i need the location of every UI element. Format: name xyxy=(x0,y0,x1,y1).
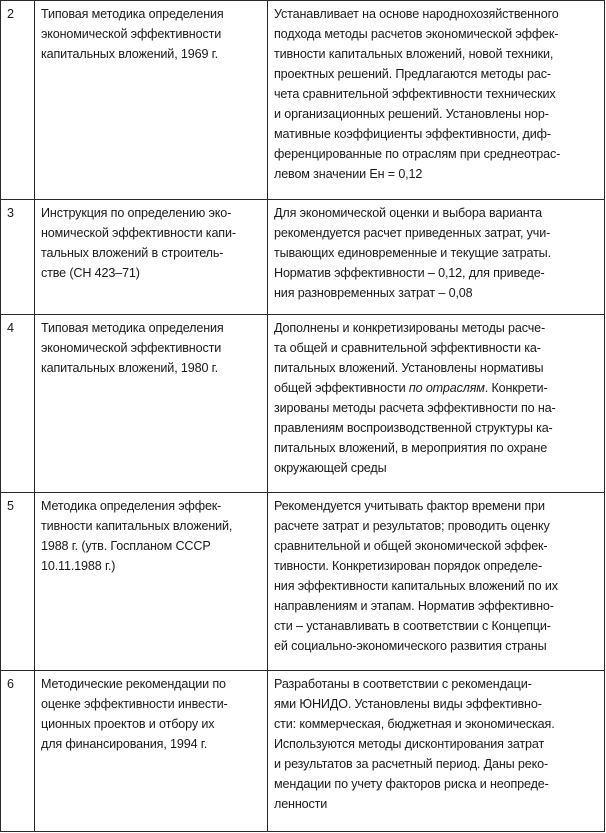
text-line: тивности. Конкретизирован порядок определе- xyxy=(274,559,543,573)
method-title xyxy=(35,671,268,832)
text-line: 1988 г. (утв. Госпланом СССР xyxy=(41,539,211,553)
table-row xyxy=(1,671,605,832)
text-line: ференцированные по отраслям при среднеотрас- xyxy=(274,147,561,161)
italic-emphasis: по отраслям xyxy=(408,381,485,395)
table-row xyxy=(1,493,605,671)
text-fragment: общей эффективности xyxy=(274,381,409,395)
row-number: 4 xyxy=(1,315,35,493)
text-line: та общей и сравнительной эффективности ка- xyxy=(274,341,541,355)
text-line: правлениям воспроизводственной структуры ка- xyxy=(274,421,553,435)
method-description xyxy=(268,671,605,832)
text-line: проектных решений. Предлагаются методы рас- xyxy=(274,67,551,81)
text-line: Рекомендуется учитывать фактор времени при xyxy=(274,499,545,513)
text-line: сти – устанавливать в соответствии с Концепци- xyxy=(274,619,551,633)
text-line: направлениям и этапам. Норматив эффективно- xyxy=(274,599,554,613)
text-fragment: . Конкрети- xyxy=(484,381,548,395)
text-line: Используются методы дисконтирования затрат xyxy=(274,737,545,751)
text-line: мендации по учету факторов риска и неопреде- xyxy=(274,777,549,791)
row-number: 6 xyxy=(1,671,35,832)
text-line: ционных проектов и отбору их xyxy=(41,717,215,731)
text-line: Инструкция по определению эко- xyxy=(41,206,232,220)
text-line: 10.11.1988 г.) xyxy=(41,559,116,573)
text-line: и организационных решений. Установлены нор- xyxy=(274,107,549,121)
text-line: ей социально-экономического развития страны xyxy=(274,639,547,653)
method-title xyxy=(35,200,268,315)
text-line: экономической эффективности xyxy=(41,27,222,41)
text-line: Методические рекомендации по xyxy=(41,677,226,691)
text-line: подхода методы расчетов экономической эффек- xyxy=(274,27,559,41)
table-row xyxy=(1,200,605,315)
method-description xyxy=(268,200,605,315)
text-line: ями ЮНИДО. Установлены виды эффективно- xyxy=(274,697,542,711)
text-line: расчете затрат и результатов; проводить оценку xyxy=(274,519,550,533)
text-line xyxy=(274,378,598,398)
text-line: Типовая методика определения xyxy=(41,7,224,21)
text-line: номической эффективности капи- xyxy=(41,226,236,240)
text-line: капитальных вложений, 1969 г. xyxy=(41,47,218,61)
text-line: окружающей среды xyxy=(274,461,387,475)
row-number: 2 xyxy=(1,1,35,200)
text-line: тивности капитальных вложений, xyxy=(41,519,233,533)
text-line: питальных вложений, в мероприятия по охране xyxy=(274,441,548,455)
text-line: зированы методы расчета эффективности по на- xyxy=(274,401,556,415)
text-line: Дополнены и конкретизированы методы расче- xyxy=(274,321,546,335)
text-line: Норматив эффективности – 0,12, для приведе- xyxy=(274,266,545,280)
text-line: тивности капитальных вложений, новой техники, xyxy=(274,47,554,61)
text-line: оценке эффективности инвести- xyxy=(41,697,228,711)
text-line: Для экономической оценки и выбора варианта xyxy=(274,206,542,220)
text-line: экономической эффективности xyxy=(41,341,222,355)
text-line: тывающих единовременные и текущие затраты. xyxy=(274,246,551,260)
text-line: питальных вложений. Установлены нормативы xyxy=(274,361,544,375)
text-line: рекомендуется расчет приведенных затрат, учи- xyxy=(274,226,551,240)
text-line: тальных вложений в строитель- xyxy=(41,246,224,260)
text-line: мативные коэффициенты эффективности, диф- xyxy=(274,127,551,141)
text-line: Разработаны в соответствии с рекомендаци- xyxy=(274,677,532,691)
text-line: капитальных вложений, 1980 г. xyxy=(41,361,218,375)
text-line: сти: коммерческая, бюджетная и экономическая. xyxy=(274,717,555,731)
text-line: стве (СН 423–71) xyxy=(41,266,140,280)
method-description xyxy=(268,315,605,493)
table-row xyxy=(1,1,605,200)
text-line: и результатов за расчетный период. Даны реко- xyxy=(274,757,548,771)
text-line: для финансирования, 1994 г. xyxy=(41,737,208,751)
text-line: Типовая методика определения xyxy=(41,321,224,335)
text-line: ния эффективности капитальных вложений по их xyxy=(274,579,558,593)
text-line: сравнительной и общей экономической эффек- xyxy=(274,539,548,553)
method-description xyxy=(268,493,605,671)
text-line: ния разновременных затрат – 0,08 xyxy=(274,286,473,300)
method-description xyxy=(268,1,605,200)
method-title xyxy=(35,315,268,493)
text-line: левом значении Eн = 0,12 xyxy=(274,167,423,181)
text-line: ленности xyxy=(274,797,328,811)
method-title xyxy=(35,1,268,200)
text-line: Методика определения эффек- xyxy=(41,499,222,513)
method-title xyxy=(35,493,268,671)
row-number: 5 xyxy=(1,493,35,671)
row-number: 3 xyxy=(1,200,35,315)
text-line: Устанавливает на основе народнохозяйственного xyxy=(274,7,559,21)
text-line: чета сравнительной эффективности технических xyxy=(274,87,556,101)
table-row xyxy=(1,315,605,493)
